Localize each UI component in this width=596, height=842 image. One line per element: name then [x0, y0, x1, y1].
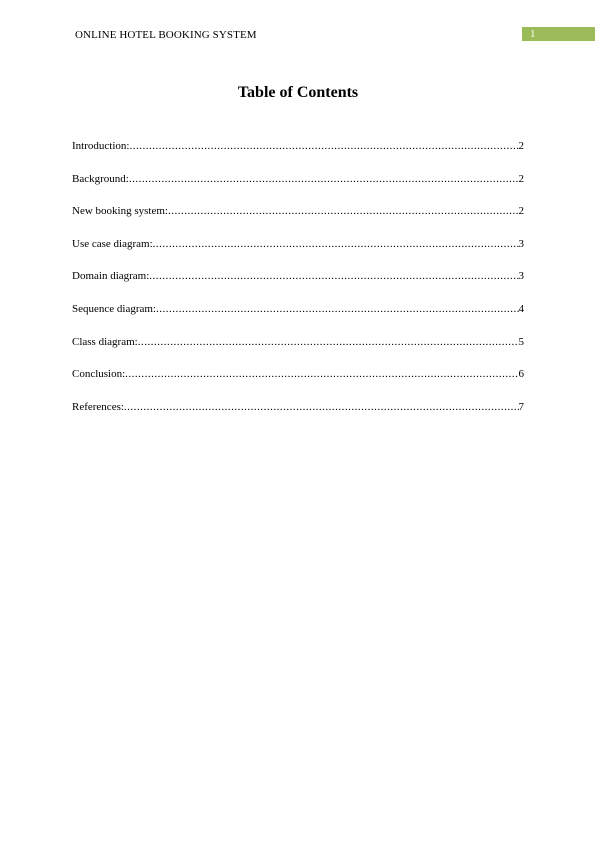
dot-leader [124, 401, 519, 413]
dot-leader [168, 205, 519, 217]
toc-entry-label: Conclusion: [72, 368, 126, 381]
toc-entry-label: Sequence diagram: [72, 302, 156, 315]
toc-entry-references[interactable] [72, 401, 524, 434]
toc-entry-label: New booking system: [72, 205, 168, 218]
toc-entry-use-case-diagram[interactable] [72, 238, 524, 271]
dot-leader [156, 303, 519, 315]
dot-leader [149, 270, 518, 282]
toc-entry-page: 2 [518, 172, 524, 185]
dot-leader [153, 238, 519, 250]
page-number: 1 [530, 28, 536, 40]
toc-entry-label: Domain diagram: [72, 270, 150, 283]
page-number-badge [522, 27, 595, 41]
toc-heading: Table of Contents [237, 84, 359, 101]
toc-entry-page: 2 [518, 140, 524, 152]
toc-entry-label: Use case diagram: [72, 237, 153, 250]
toc-entry-page: 7 [518, 400, 524, 413]
toc-entry-label: References: [72, 400, 124, 413]
toc-entry-label: Introduction: [72, 140, 130, 152]
toc-entry-background[interactable] [72, 173, 524, 206]
dot-leader [129, 173, 519, 185]
table-of-contents [72, 140, 524, 433]
dot-leader [138, 336, 519, 348]
toc-entry-label: Class diagram: [72, 335, 138, 348]
toc-entry-page: 5 [518, 335, 524, 348]
toc-entry-page: 6 [518, 368, 524, 381]
toc-entry-sequence-diagram[interactable] [72, 303, 524, 336]
toc-entry-page: 3 [518, 237, 524, 250]
toc-entry-conclusion[interactable] [72, 368, 524, 401]
toc-entry-domain-diagram[interactable] [72, 270, 524, 303]
toc-entry-class-diagram[interactable] [72, 336, 524, 369]
dot-leader [129, 140, 518, 152]
toc-entry-page: 4 [518, 302, 524, 315]
toc-entry-introduction[interactable] [72, 140, 524, 173]
dot-leader [125, 368, 518, 380]
toc-entry-label: Background: [72, 172, 129, 185]
toc-entry-new-booking-system[interactable] [72, 205, 524, 238]
toc-entry-page: 2 [518, 205, 524, 218]
running-header-title: ONLINE HOTEL BOOKING SYSTEM [75, 29, 257, 41]
toc-entry-page: 3 [518, 270, 524, 283]
